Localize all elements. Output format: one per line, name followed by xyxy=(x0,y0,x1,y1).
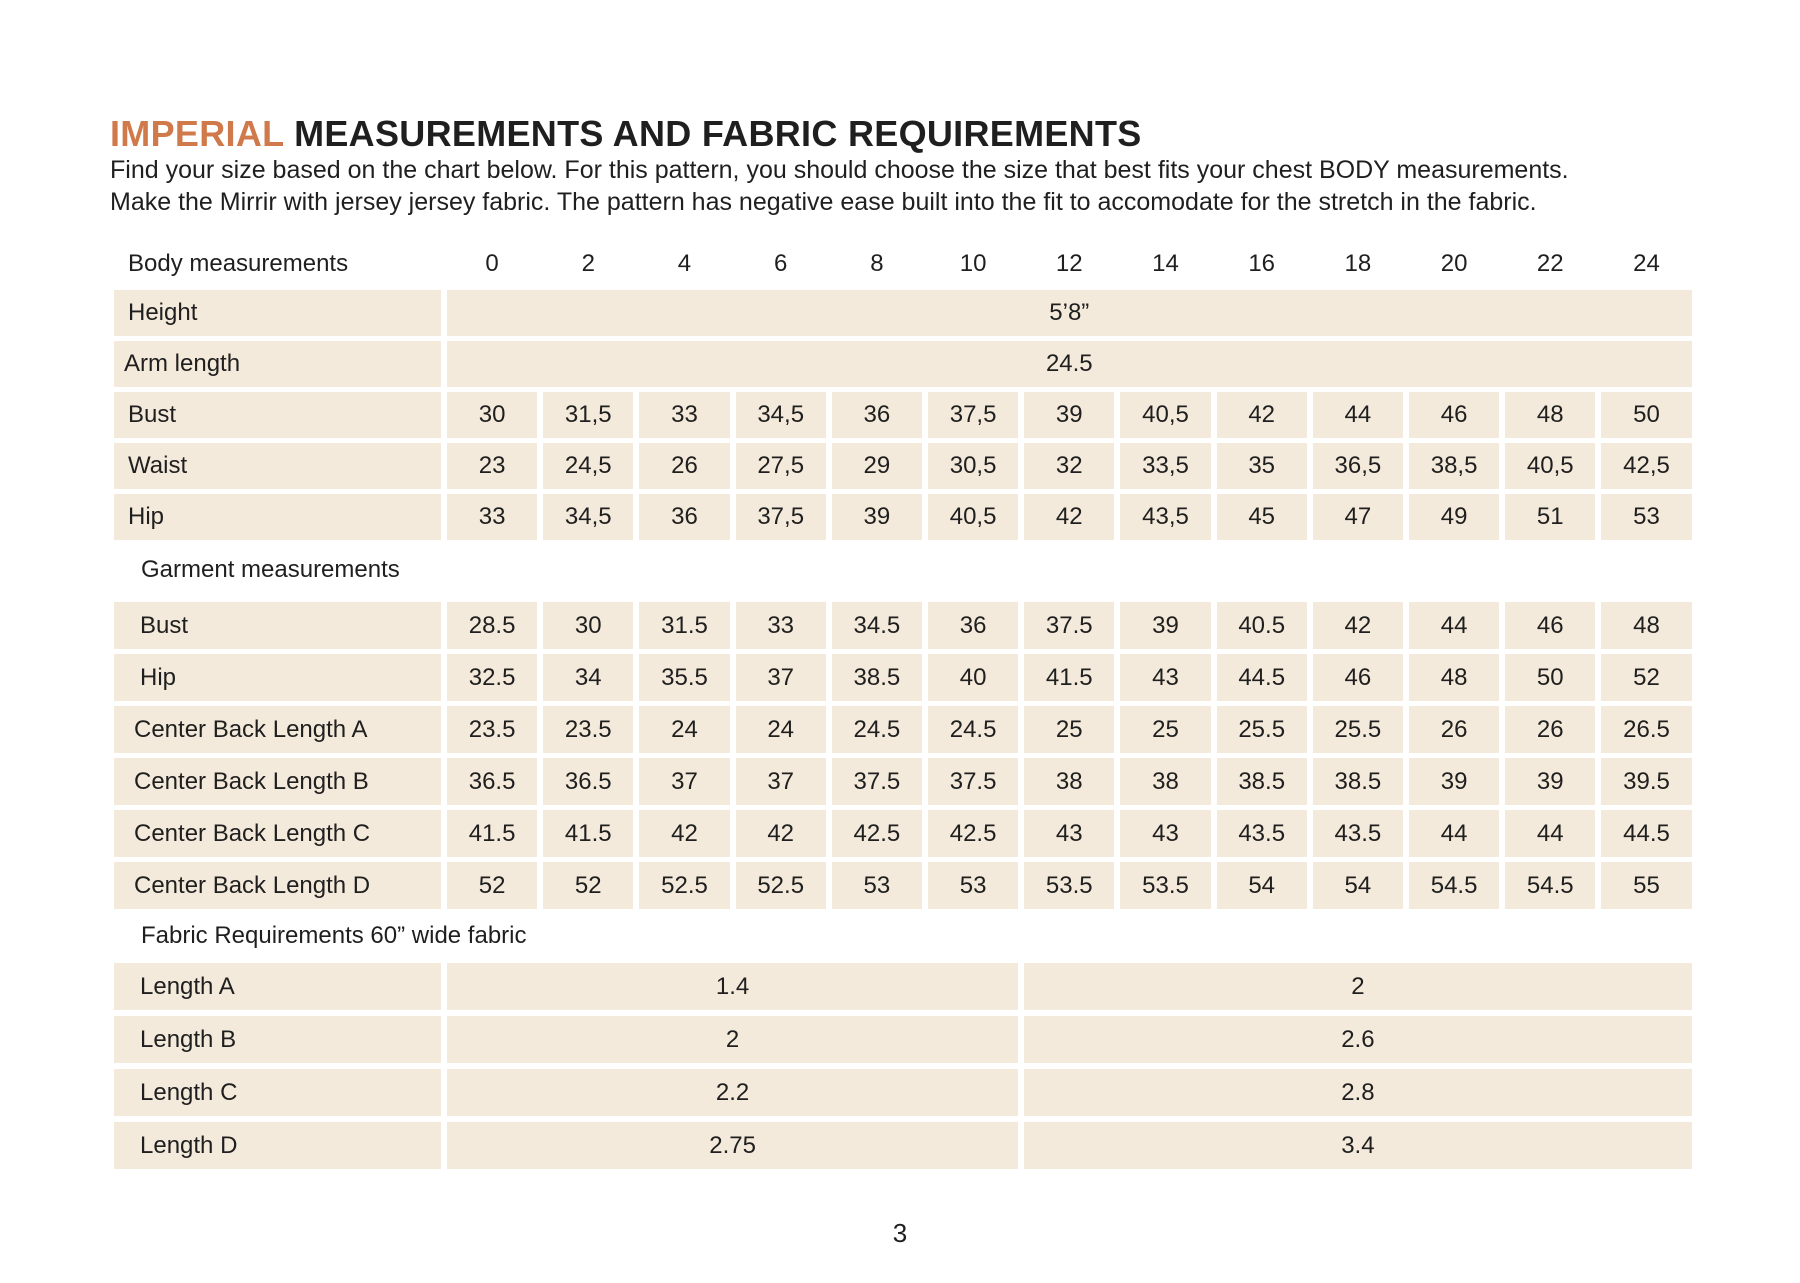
table-cell: 40.5 xyxy=(1217,602,1307,649)
table-cell: 36 xyxy=(832,392,922,438)
table-cell: 24 xyxy=(736,706,826,753)
row-label: Hip xyxy=(114,654,441,701)
table-cell: 26 xyxy=(1505,706,1595,753)
table-cell: 44.5 xyxy=(1601,810,1691,857)
fabric-value-sizes-12-24: 2.8 xyxy=(1024,1069,1691,1116)
fabric-value-sizes-12-24: 2.6 xyxy=(1024,1016,1691,1063)
table-cell: 44 xyxy=(1409,810,1499,857)
table-cell: 42,5 xyxy=(1601,443,1691,489)
table-cell: 33 xyxy=(639,392,729,438)
table-cell: 38.5 xyxy=(1313,758,1403,805)
table-row xyxy=(114,654,1698,701)
table-cell: 26 xyxy=(639,443,729,489)
row-label: Center Back Length B xyxy=(114,758,441,805)
table-cell: 52 xyxy=(447,862,537,909)
table-cell: 24 xyxy=(639,706,729,753)
table-cell: 52 xyxy=(1601,654,1691,701)
table-row xyxy=(114,494,1698,540)
table-cell: 53.5 xyxy=(1024,862,1114,909)
table-cell: 48 xyxy=(1505,392,1595,438)
table-cell: 23.5 xyxy=(543,706,633,753)
table-cell: 25 xyxy=(1024,706,1114,753)
table-cell: 24,5 xyxy=(543,443,633,489)
table-cell: 33 xyxy=(736,602,826,649)
table-cell: 46 xyxy=(1505,602,1595,649)
table-row xyxy=(114,290,1698,336)
size-header: 14 xyxy=(1152,250,1179,277)
page-title xyxy=(110,112,1142,156)
title-rest: MEASUREMENTS AND FABRIC REQUIREMENTS xyxy=(294,113,1142,154)
table-cell: 49 xyxy=(1409,494,1499,540)
table-cell: 43,5 xyxy=(1120,494,1210,540)
table-cell: 37 xyxy=(736,654,826,701)
table-cell: 37.5 xyxy=(1024,602,1114,649)
table-cell: 27,5 xyxy=(736,443,826,489)
table-cell: 50 xyxy=(1601,392,1691,438)
table-row xyxy=(114,706,1698,753)
size-header: 2 xyxy=(581,250,595,277)
table-cell: 37,5 xyxy=(736,494,826,540)
garment-measurements-heading: Garment measurements xyxy=(141,556,400,583)
table-cell: 39 xyxy=(1024,392,1114,438)
table-cell: 48 xyxy=(1409,654,1499,701)
row-label: Bust xyxy=(114,602,441,649)
intro-line: Find your size based on the chart below. For this pattern, you should choose the size that best fits your chest BODY measurements. xyxy=(110,156,1569,184)
table-cell: 31.5 xyxy=(639,602,729,649)
row-label: Arm length xyxy=(114,341,441,387)
table-cell: 43 xyxy=(1120,810,1210,857)
table-cell: 38,5 xyxy=(1409,443,1499,489)
intro-text xyxy=(110,154,1569,218)
size-header: 4 xyxy=(677,250,692,277)
table-cell: 53 xyxy=(832,862,922,909)
table-cell: 38.5 xyxy=(832,654,922,701)
table-cell: 44 xyxy=(1313,392,1403,438)
table-cell: 34,5 xyxy=(543,494,633,540)
table-cell: 34,5 xyxy=(736,392,826,438)
page-number: 3 xyxy=(892,1218,908,1248)
table-cell: 29 xyxy=(832,443,922,489)
table-cell: 36.5 xyxy=(447,758,537,805)
body-measurements-header-row xyxy=(114,242,1698,286)
table-cell: 44.5 xyxy=(1217,654,1307,701)
table-row xyxy=(114,758,1698,805)
row-label: Length A xyxy=(114,963,441,1010)
table-cell: 36 xyxy=(928,602,1018,649)
size-header: 18 xyxy=(1344,250,1372,277)
table-row xyxy=(114,1069,1698,1116)
table-cell: 40,5 xyxy=(928,494,1018,540)
table-cell: 34.5 xyxy=(832,602,922,649)
body-measurements-heading: Body measurements xyxy=(128,250,349,277)
size-header: 12 xyxy=(1055,250,1083,277)
table-row xyxy=(114,392,1698,438)
table-cell: 38 xyxy=(1120,758,1210,805)
garment-section-header xyxy=(114,540,1698,600)
row-label: Bust xyxy=(114,392,441,438)
table-cell: 45 xyxy=(1217,494,1307,540)
size-header: 16 xyxy=(1248,250,1276,277)
table-row xyxy=(114,963,1698,1010)
fabric-value-sizes-0-10: 2 xyxy=(447,1016,1018,1063)
table-row xyxy=(114,810,1698,857)
table-cell: 38.5 xyxy=(1217,758,1307,805)
fabric-requirements-heading: Fabric Requirements 60” wide fabric xyxy=(141,922,527,949)
table-cell: 32 xyxy=(1024,443,1114,489)
fabric-value-sizes-0-10: 2.2 xyxy=(447,1069,1018,1116)
table-cell: 54 xyxy=(1313,862,1403,909)
fabric-value-sizes-0-10: 2.75 xyxy=(447,1122,1018,1169)
size-header: 10 xyxy=(959,250,987,277)
table-cell: 36 xyxy=(639,494,729,540)
table-cell: 37,5 xyxy=(928,392,1018,438)
row-label: Length D xyxy=(114,1122,441,1169)
table-cell: 53 xyxy=(928,862,1018,909)
table-cell: 54 xyxy=(1217,862,1307,909)
table-cell: 33,5 xyxy=(1120,443,1210,489)
table-cell: 51 xyxy=(1505,494,1595,540)
table-cell: 26 xyxy=(1409,706,1499,753)
table-cell: 41.5 xyxy=(543,810,633,857)
table-cell: 43.5 xyxy=(1217,810,1307,857)
intro-line: Make the Mirrir with jersey jersey fabric. The pattern has negative ease built into the fit to accomodate for the stretch in the fabric. xyxy=(110,188,1537,216)
size-header: 24 xyxy=(1633,250,1660,277)
table-cell: 42 xyxy=(1024,494,1114,540)
fabric-section-header xyxy=(114,909,1698,963)
fabric-value-sizes-12-24: 3.4 xyxy=(1024,1122,1691,1169)
size-chart-table xyxy=(114,242,1698,1169)
table-cell: 31,5 xyxy=(543,392,633,438)
table-cell: 42 xyxy=(736,810,826,857)
row-label: Center Back Length C xyxy=(114,810,441,857)
table-cell: 43 xyxy=(1024,810,1114,857)
row-label: Length B xyxy=(114,1016,441,1063)
table-row xyxy=(114,862,1698,909)
table-cell: 28.5 xyxy=(447,602,537,649)
table-cell: 42.5 xyxy=(832,810,922,857)
table-cell: 30 xyxy=(447,392,537,438)
table-row xyxy=(114,1016,1698,1063)
table-cell: 52.5 xyxy=(736,862,826,909)
arm-length-value: 24.5 xyxy=(447,341,1692,387)
table-cell: 24.5 xyxy=(928,706,1018,753)
table-cell: 42 xyxy=(1217,392,1307,438)
table-cell: 48 xyxy=(1601,602,1691,649)
table-row xyxy=(114,602,1698,649)
size-header: 8 xyxy=(870,250,884,277)
table-row xyxy=(114,1122,1698,1169)
table-cell: 23.5 xyxy=(447,706,537,753)
table-cell: 40 xyxy=(928,654,1018,701)
table-cell: 53.5 xyxy=(1120,862,1210,909)
table-cell: 43 xyxy=(1120,654,1210,701)
size-header: 6 xyxy=(774,250,788,277)
table-cell: 25.5 xyxy=(1313,706,1403,753)
table-cell: 41.5 xyxy=(447,810,537,857)
table-cell: 53 xyxy=(1601,494,1691,540)
table-cell: 33 xyxy=(447,494,537,540)
row-label: Waist xyxy=(114,443,441,489)
size-header: 22 xyxy=(1536,250,1564,277)
row-label: Height xyxy=(114,290,441,336)
table-cell: 30 xyxy=(543,602,633,649)
row-label: Center Back Length D xyxy=(114,862,441,909)
table-cell: 36,5 xyxy=(1313,443,1403,489)
row-label: Length C xyxy=(114,1069,441,1116)
table-cell: 41.5 xyxy=(1024,654,1114,701)
table-cell: 25.5 xyxy=(1217,706,1307,753)
table-cell: 39.5 xyxy=(1601,758,1691,805)
table-cell: 26.5 xyxy=(1601,706,1691,753)
fabric-value-sizes-12-24: 2 xyxy=(1024,963,1691,1010)
table-cell: 37 xyxy=(736,758,826,805)
table-cell: 39 xyxy=(1505,758,1595,805)
table-cell: 35 xyxy=(1217,443,1307,489)
table-cell: 40,5 xyxy=(1505,443,1595,489)
table-cell: 37 xyxy=(639,758,729,805)
table-cell: 54.5 xyxy=(1505,862,1595,909)
row-label: Center Back Length A xyxy=(114,706,441,753)
table-cell: 42 xyxy=(639,810,729,857)
table-cell: 32.5 xyxy=(447,654,537,701)
table-row xyxy=(114,443,1698,489)
table-cell: 52 xyxy=(543,862,633,909)
table-cell: 52.5 xyxy=(639,862,729,909)
table-cell: 42.5 xyxy=(928,810,1018,857)
table-cell: 24.5 xyxy=(832,706,922,753)
fabric-value-sizes-0-10: 1.4 xyxy=(447,963,1018,1010)
table-cell: 37.5 xyxy=(928,758,1018,805)
row-label: Hip xyxy=(114,494,441,540)
table-cell: 44 xyxy=(1505,810,1595,857)
table-cell: 35.5 xyxy=(639,654,729,701)
table-cell: 46 xyxy=(1409,392,1499,438)
table-cell: 50 xyxy=(1505,654,1595,701)
table-cell: 40,5 xyxy=(1120,392,1210,438)
table-cell: 44 xyxy=(1409,602,1499,649)
table-cell: 25 xyxy=(1120,706,1210,753)
size-header: 0 xyxy=(485,250,499,277)
title-accent: IMPERIAL xyxy=(110,113,284,154)
table-cell: 55 xyxy=(1601,862,1691,909)
size-header: 20 xyxy=(1440,250,1468,277)
table-cell: 46 xyxy=(1313,654,1403,701)
table-cell: 47 xyxy=(1313,494,1403,540)
table-cell: 23 xyxy=(447,443,537,489)
table-cell: 43.5 xyxy=(1313,810,1403,857)
table-cell: 36.5 xyxy=(543,758,633,805)
table-cell: 37.5 xyxy=(832,758,922,805)
table-cell: 38 xyxy=(1024,758,1114,805)
table-row xyxy=(114,341,1698,387)
table-cell: 30,5 xyxy=(928,443,1018,489)
table-cell: 34 xyxy=(543,654,633,701)
table-cell: 39 xyxy=(1409,758,1499,805)
table-cell: 39 xyxy=(832,494,922,540)
table-cell: 42 xyxy=(1313,602,1403,649)
table-cell: 54.5 xyxy=(1409,862,1499,909)
height-value: 5’8” xyxy=(447,290,1692,336)
table-cell: 39 xyxy=(1120,602,1210,649)
